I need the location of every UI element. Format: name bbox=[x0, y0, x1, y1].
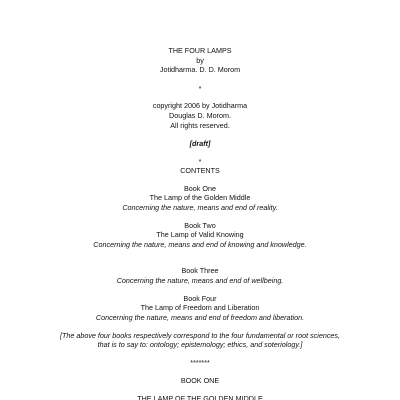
book-four-title: The Lamp of Freedom and Liberation bbox=[140, 303, 260, 312]
book-four-label: Book Four bbox=[183, 294, 217, 303]
book-one-subheading: THE LAMP OF THE GOLDEN MIDDLE bbox=[137, 394, 263, 400]
by-line: by bbox=[196, 56, 204, 65]
section-divider: ******* bbox=[190, 358, 210, 367]
note-line-2: that is to say to: ontology; epistemology; ethics, and soteriology.] bbox=[97, 340, 303, 349]
title-separator: * bbox=[198, 84, 202, 93]
book-title: THE FOUR LAMPS bbox=[168, 46, 232, 55]
note-line-1: [The above four books respectively correspond to the four fundamental or root sciences, bbox=[59, 331, 341, 340]
book-two-label: Book Two bbox=[184, 221, 216, 230]
author-line: Jotidharma. D. D. Morom bbox=[159, 65, 241, 74]
copyright-line-3: All rights reserved. bbox=[170, 121, 230, 130]
book-one-title: The Lamp of the Golden Middle bbox=[149, 193, 251, 202]
copyright-line-2: Douglas D. Morom. bbox=[169, 111, 231, 120]
book-one-heading: BOOK ONE bbox=[180, 376, 220, 385]
draft-status: [draft] bbox=[189, 139, 211, 148]
book-one-label: Book One bbox=[184, 184, 216, 193]
book-one-subtitle: Concerning the nature, means and end of reality. bbox=[122, 203, 278, 212]
book-three-subtitle: Concerning the nature, means and end of wellbeing. bbox=[116, 276, 284, 285]
book-two-title: The Lamp of Valid Knowing bbox=[156, 230, 244, 239]
book-four-subtitle: Concerning the nature, means and end of freedom and liberation. bbox=[95, 313, 305, 322]
book-two-subtitle: Concerning the nature, means and end of knowing and knowledge. bbox=[93, 240, 307, 249]
copyright-line-1: copyright 2006 by Jotidharma bbox=[152, 101, 248, 110]
contents-separator: * bbox=[198, 157, 202, 166]
book-three-label: Book Three bbox=[181, 266, 219, 275]
contents-heading: CONTENTS bbox=[180, 166, 220, 175]
